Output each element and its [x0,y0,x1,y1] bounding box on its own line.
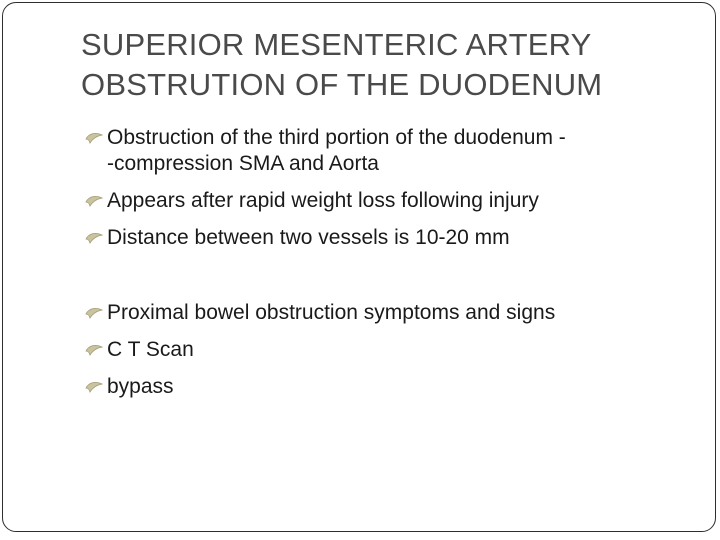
bullet-text: Proximal bowel obstruction symptoms and signs [107,301,556,324]
slide-frame [2,2,716,532]
bullet-item-ct-scan [85,337,685,363]
bullet-item-weight-loss [85,188,685,214]
bullet-item-symptoms [85,300,685,326]
leaf-bullet-icon [85,132,103,144]
leaf-bullet-icon [85,232,103,244]
title-line-2: OBSTRUTION OF THE DUODENUM [81,67,603,102]
bullet-list [85,125,685,411]
bullet-text: Obstruction of the third portion of the duodenum - -compression SMA and Aorta [107,126,566,175]
slide-title [81,25,701,105]
title-line-1: SUPERIOR MESENTERIC ARTERY [81,27,592,62]
bullet-item-distance [85,225,685,251]
bullet-text: bypass [107,375,174,398]
leaf-bullet-icon [85,381,103,393]
bullet-text: C T Scan [107,338,194,361]
bullet-item-obstruction [85,125,685,177]
bullet-text: Distance between two vessels is 10-20 mm [107,226,510,249]
leaf-bullet-icon [85,344,103,356]
bullet-item-bypass [85,374,685,400]
leaf-bullet-icon [85,307,103,319]
bullet-text: Appears after rapid weight loss following injury [107,189,539,212]
leaf-bullet-icon [85,195,103,207]
